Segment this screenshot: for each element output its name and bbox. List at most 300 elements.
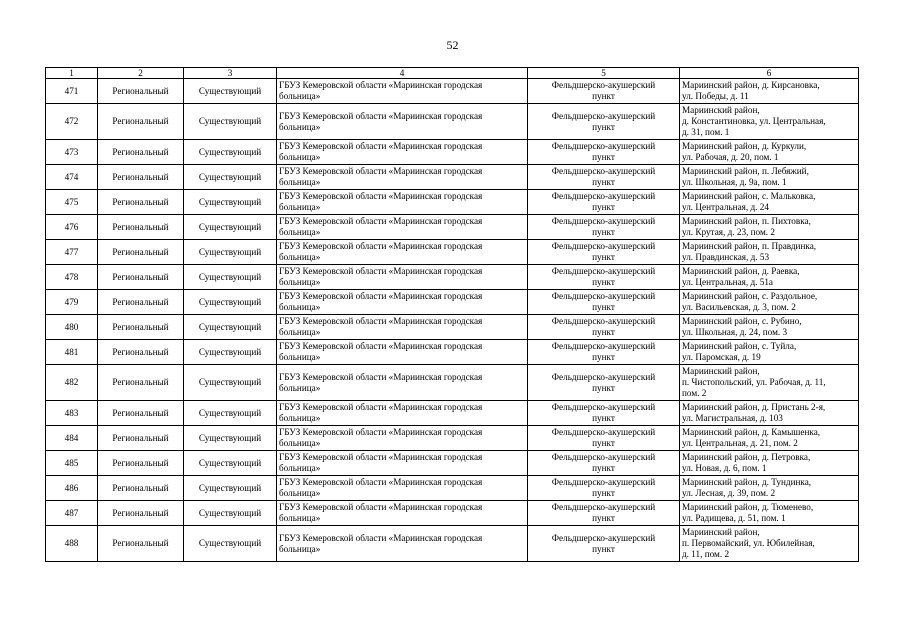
row-number-line: 484 (64, 432, 79, 443)
address-cell-line: Мариинский район, д. Кирсановка, (682, 80, 820, 90)
level-cell (98, 401, 184, 426)
level-cell-line: Региональный (112, 146, 169, 157)
address-cell-line: Мариинский район, п. Правдинка, (682, 241, 817, 251)
facility-type-cell-line: пункт (592, 438, 615, 448)
address-cell-line: Мариинский район, п. Лебяжий, (682, 166, 809, 176)
status-cell-line: Существующий (198, 407, 262, 418)
organization-cell-line: ГБУЗ Кемеровской области «Мариинская городская (279, 532, 483, 543)
level-cell (98, 165, 184, 190)
column-header: 2 (98, 68, 184, 79)
address-cell (680, 501, 859, 526)
address-cell-line: ул. Васильевская, д. 3, пом. 2 (682, 302, 796, 312)
address-cell-line: д. 11, пом. 2 (682, 549, 730, 559)
level-cell (98, 215, 184, 240)
status-cell (184, 290, 277, 315)
column-header: 6 (680, 68, 859, 79)
facility-type-cell (528, 190, 680, 215)
level-cell (98, 340, 184, 365)
organization-cell-line: ГБУЗ Кемеровской области «Мариинская городская (279, 291, 483, 301)
facility-type-cell (528, 290, 680, 315)
status-cell (184, 104, 277, 140)
organization-cell-line: больница» (279, 302, 321, 312)
column-header: 3 (184, 68, 277, 79)
status-cell-line: Существующий (198, 221, 262, 232)
level-cell-line: Региональный (112, 457, 169, 468)
status-cell-line: Существующий (198, 85, 262, 96)
column-header: 4 (277, 68, 528, 79)
facility-type-cell (528, 165, 680, 190)
organization-cell-line: больница» (279, 463, 321, 473)
status-cell-line: Существующий (198, 116, 262, 126)
table-row (46, 79, 859, 104)
organization-cell (277, 426, 528, 451)
status-cell-line: Существующий (198, 246, 262, 257)
level-cell-line: Региональный (112, 85, 169, 96)
organization-cell-line: ГБУЗ Кемеровской области «Мариинская городская (279, 427, 483, 437)
facility-type-cell (528, 340, 680, 365)
organization-cell-line: ГБУЗ Кемеровской области «Мариинская городская (279, 502, 483, 512)
facility-type-cell-line: Фельдшерско-акушерский (551, 402, 656, 412)
organization-cell (277, 365, 528, 401)
facility-type-cell-line: Фельдшерско-акушерский (551, 502, 656, 512)
row-number (46, 476, 98, 501)
facility-type-cell-line: пункт (592, 413, 615, 423)
organization-cell (277, 315, 528, 340)
row-number (46, 501, 98, 526)
address-cell-line: Мариинский район, с. Мальковка, (682, 191, 816, 201)
address-cell-line: ул. Рабочая, д. 20, пом. 1 (682, 152, 779, 162)
status-cell-line: Существующий (198, 196, 262, 207)
table-row (46, 240, 859, 265)
organization-cell-line: ГБУЗ Кемеровской области «Мариинская городская (279, 166, 483, 176)
row-number (46, 165, 98, 190)
organization-cell-line: больница» (279, 413, 321, 423)
row-number (46, 104, 98, 140)
table-row (46, 365, 859, 401)
status-cell (184, 365, 277, 401)
status-cell (184, 340, 277, 365)
address-cell-line: д. 31, пом. 1 (682, 127, 730, 137)
status-cell (184, 526, 277, 562)
facility-type-cell-line: Фельдшерско-акушерский (551, 532, 656, 543)
address-cell-line: Мариинский район, д. Раевка, (682, 266, 800, 276)
organization-cell-line: больница» (279, 543, 321, 554)
address-cell-line: ул. Лесная, д. 39, пом. 2 (682, 488, 776, 498)
table-row (46, 340, 859, 365)
level-cell-line: Региональный (112, 246, 169, 257)
facility-type-cell-line: пункт (592, 463, 615, 473)
facility-type-cell-line: пункт (592, 202, 615, 212)
status-cell (184, 79, 277, 104)
level-cell (98, 79, 184, 104)
row-number (46, 240, 98, 265)
address-cell (680, 526, 859, 562)
status-cell (184, 501, 277, 526)
facility-type-cell-line: Фельдшерско-акушерский (551, 110, 656, 121)
facility-type-cell-line: Фельдшерско-акушерский (551, 191, 656, 201)
organization-cell-line: больница» (279, 352, 321, 362)
table-row (46, 265, 859, 290)
row-number-line: 482 (64, 377, 79, 387)
status-cell (184, 426, 277, 451)
address-cell-line: Мариинский район, д. Куркули, (682, 141, 807, 151)
address-cell (680, 315, 859, 340)
organization-cell-line: больница» (279, 152, 321, 162)
row-number (46, 290, 98, 315)
organization-cell-line: ГБУЗ Кемеровской области «Мариинская городская (279, 80, 483, 90)
page-number: 52 (446, 38, 459, 52)
level-cell-line: Региональный (112, 377, 169, 387)
level-cell (98, 104, 184, 140)
address-cell (680, 104, 859, 140)
level-cell-line: Региональный (112, 116, 169, 126)
level-cell-line: Региональный (112, 221, 169, 232)
facility-type-cell-line: Фельдшерско-акушерский (551, 427, 656, 437)
address-cell-line: ул. Победы, д. 11 (682, 91, 749, 101)
level-cell-line: Региональный (112, 171, 169, 182)
address-cell (680, 165, 859, 190)
facility-type-cell-line: Фельдшерско-акушерский (551, 266, 656, 276)
status-cell (184, 165, 277, 190)
facility-type-cell-line: пункт (592, 152, 615, 162)
facility-type-cell-line: Фельдшерско-акушерский (551, 241, 656, 251)
organization-cell-line: ГБУЗ Кемеровской области «Мариинская городская (279, 371, 483, 382)
row-number (46, 365, 98, 401)
organization-cell (277, 104, 528, 140)
table-row (46, 451, 859, 476)
row-number-line: 479 (64, 296, 79, 307)
organization-cell-line: ГБУЗ Кемеровской области «Мариинская городская (279, 316, 483, 326)
facility-type-cell (528, 501, 680, 526)
address-cell-line: ул. Паромская, д. 19 (682, 352, 761, 362)
facility-type-cell-line: пункт (592, 277, 615, 287)
facility-type-cell (528, 79, 680, 104)
address-cell-line: Мариинский район, д. Пристань 2-я, (682, 402, 826, 412)
address-cell-line: п. Первомайский, ул. Юбилейная, (682, 538, 815, 548)
organization-cell-line: больница» (279, 513, 321, 523)
level-cell-line: Региональный (112, 346, 169, 357)
address-cell-line: Мариинский район, (682, 366, 760, 376)
facility-type-cell (528, 315, 680, 340)
address-cell-line: ул. Школьная, д. 24, пом. 3 (682, 327, 788, 337)
organization-cell (277, 240, 528, 265)
status-cell-line: Существующий (198, 482, 262, 493)
facility-type-cell (528, 240, 680, 265)
level-cell (98, 476, 184, 501)
level-cell-line: Региональный (112, 432, 169, 443)
address-cell-line: ул. Магистральная, д. 103 (682, 413, 783, 423)
row-number-line: 478 (64, 271, 79, 282)
level-cell (98, 501, 184, 526)
status-cell-line: Существующий (198, 171, 262, 182)
status-cell (184, 476, 277, 501)
organization-cell (277, 165, 528, 190)
facility-type-cell-line: пункт (592, 327, 615, 337)
facility-type-cell-line: пункт (592, 91, 615, 101)
facility-type-cell-line: Фельдшерско-акушерский (551, 477, 656, 487)
row-number-line: 476 (64, 221, 79, 232)
address-cell-line: д. Константиновка, ул. Центральная, (682, 116, 826, 126)
table-row (46, 190, 859, 215)
row-number (46, 426, 98, 451)
facility-type-cell-line: Фельдшерско-акушерский (551, 316, 656, 326)
row-number (46, 401, 98, 426)
row-number (46, 79, 98, 104)
status-cell-line: Существующий (198, 432, 262, 443)
facility-type-cell-line: пункт (592, 513, 615, 523)
status-cell (184, 215, 277, 240)
address-cell-line: Мариинский район, с. Раздольное, (682, 291, 818, 301)
level-cell-line: Региональный (112, 538, 169, 548)
level-cell-line: Региональный (112, 296, 169, 307)
status-cell (184, 401, 277, 426)
facility-type-cell (528, 426, 680, 451)
level-cell-line: Региональный (112, 407, 169, 418)
table-row (46, 401, 859, 426)
organization-cell-line: больница» (279, 91, 321, 101)
address-cell-line: п. Чистопольский, ул. Рабочая, д. 11, (682, 377, 826, 387)
facility-type-cell-line: Фельдшерско-акушерский (551, 291, 656, 301)
table-row (46, 501, 859, 526)
level-cell-line: Региональный (112, 482, 169, 493)
organization-cell (277, 451, 528, 476)
organization-cell (277, 340, 528, 365)
status-cell (184, 265, 277, 290)
row-number (46, 526, 98, 562)
organization-cell (277, 140, 528, 165)
table-row (46, 215, 859, 240)
row-number (46, 451, 98, 476)
level-cell (98, 451, 184, 476)
facility-type-cell-line: пункт (592, 252, 615, 262)
address-cell-line: Мариинский район, д. Тюменево, (682, 502, 814, 512)
address-cell-line: Мариинский район, д. Камышенка, (682, 427, 821, 437)
facility-type-cell-line: Фельдшерско-акушерский (551, 80, 656, 90)
organization-cell-line: больница» (279, 121, 321, 132)
organization-cell-line: больница» (279, 252, 321, 262)
organization-cell-line: ГБУЗ Кемеровской области «Мариинская городская (279, 110, 483, 121)
organization-cell-line: ГБУЗ Кемеровской области «Мариинская городская (279, 477, 483, 487)
address-cell-line: ул. Центральная, д. 51а (682, 277, 773, 287)
facility-type-cell (528, 476, 680, 501)
row-number-line: 481 (64, 346, 79, 357)
facility-type-cell (528, 526, 680, 562)
facility-type-cell-line: пункт (592, 227, 615, 237)
organization-cell (277, 501, 528, 526)
table-row (46, 315, 859, 340)
address-cell (680, 426, 859, 451)
facility-type-cell-line: Фельдшерско-акушерский (551, 216, 656, 226)
address-cell (680, 140, 859, 165)
address-cell (680, 340, 859, 365)
organization-cell (277, 290, 528, 315)
facility-type-cell-line: Фельдшерско-акушерский (551, 452, 656, 462)
row-number-line: 474 (64, 171, 79, 182)
status-cell (184, 315, 277, 340)
level-cell (98, 265, 184, 290)
level-cell (98, 290, 184, 315)
address-cell (680, 476, 859, 501)
address-cell-line: Мариинский район, (682, 527, 760, 537)
table-row (46, 526, 859, 562)
address-cell-line: Мариинский район, (682, 105, 760, 115)
facility-type-cell-line: Фельдшерско-акушерский (551, 341, 656, 351)
row-number-line: 473 (64, 146, 79, 157)
status-cell (184, 190, 277, 215)
address-cell-line: ул. Центральная, д. 21, пом. 2 (682, 438, 798, 448)
facility-type-cell (528, 104, 680, 140)
organization-cell-line: ГБУЗ Кемеровской области «Мариинская городская (279, 141, 483, 151)
organization-cell-line: ГБУЗ Кемеровской области «Мариинская городская (279, 191, 483, 201)
address-cell-line: Мариинский район, д. Петровка, (682, 452, 811, 462)
status-cell-line: Существующий (198, 377, 262, 387)
column-header: 5 (528, 68, 680, 79)
facility-type-cell-line: пункт (592, 352, 615, 362)
facility-type-cell-line: пункт (592, 177, 615, 187)
address-cell-line: ул. Центральная, д. 24 (682, 202, 769, 212)
address-cell-line: ул. Школьная, д. 9а, пом. 1 (682, 177, 787, 187)
row-number (46, 315, 98, 340)
level-cell-line: Региональный (112, 321, 169, 332)
address-cell-line: ул. Правдинская, д. 53 (682, 252, 770, 262)
facility-type-cell (528, 140, 680, 165)
row-number-line: 472 (64, 116, 79, 126)
level-cell-line: Региональный (112, 271, 169, 282)
facility-type-cell-line: Фельдшерско-акушерский (551, 141, 656, 151)
status-cell (184, 240, 277, 265)
row-number-line: 471 (64, 85, 79, 96)
organization-cell (277, 265, 528, 290)
organization-cell-line: больница» (279, 227, 321, 237)
row-number-line: 483 (64, 407, 79, 418)
address-cell (680, 240, 859, 265)
facility-type-cell (528, 215, 680, 240)
organization-cell-line: ГБУЗ Кемеровской области «Мариинская городская (279, 402, 483, 412)
row-number-line: 488 (64, 538, 79, 548)
level-cell-line: Региональный (112, 196, 169, 207)
column-header: 1 (46, 68, 98, 79)
address-cell (680, 79, 859, 104)
organization-cell-line: ГБУЗ Кемеровской области «Мариинская городская (279, 452, 483, 462)
facility-type-cell (528, 401, 680, 426)
table-body (46, 79, 859, 562)
organization-cell-line: ГБУЗ Кемеровской области «Мариинская городская (279, 241, 483, 251)
address-cell-line: Мариинский район, с. Туйла, (682, 341, 797, 351)
organization-cell (277, 476, 528, 501)
row-number (46, 190, 98, 215)
address-cell (680, 401, 859, 426)
table-row (46, 476, 859, 501)
address-cell (680, 265, 859, 290)
facility-type-cell-line: Фельдшерско-акушерский (551, 371, 656, 382)
facility-type-cell (528, 365, 680, 401)
organization-cell-line: больница» (279, 438, 321, 448)
status-cell-line: Существующий (198, 296, 262, 307)
row-number-line: 487 (64, 507, 79, 518)
facility-type-cell-line: Фельдшерско-акушерский (551, 166, 656, 176)
registry-table (45, 67, 859, 562)
status-cell-line: Существующий (198, 538, 262, 548)
address-cell-line: пом. 2 (682, 388, 707, 398)
address-cell-line: ул. Радищева, д. 51, пом. 1 (682, 513, 786, 523)
table-row (46, 290, 859, 315)
status-cell-line: Существующий (198, 457, 262, 468)
row-number-line: 486 (64, 482, 79, 493)
row-number-line: 477 (64, 246, 79, 257)
address-cell (680, 290, 859, 315)
organization-cell-line: больница» (279, 202, 321, 212)
table-row (46, 426, 859, 451)
status-cell-line: Существующий (198, 346, 262, 357)
address-cell (680, 215, 859, 240)
level-cell-line: Региональный (112, 507, 169, 518)
address-cell-line: Мариинский район, п. Пихтовка, (682, 216, 811, 226)
row-number (46, 140, 98, 165)
organization-cell-line: больница» (279, 488, 321, 498)
facility-type-cell-line: пункт (592, 382, 615, 393)
facility-type-cell-line: пункт (592, 121, 615, 132)
organization-cell-line: ГБУЗ Кемеровской области «Мариинская городская (279, 266, 483, 276)
level-cell (98, 426, 184, 451)
status-cell-line: Существующий (198, 146, 262, 157)
level-cell (98, 365, 184, 401)
organization-cell-line: ГБУЗ Кемеровской области «Мариинская городская (279, 341, 483, 351)
level-cell (98, 140, 184, 165)
table-row (46, 104, 859, 140)
facility-type-cell-line: пункт (592, 543, 615, 554)
address-cell-line: Мариинский район, д. Тундинка, (682, 477, 812, 487)
row-number (46, 215, 98, 240)
organization-cell (277, 215, 528, 240)
organization-cell (277, 401, 528, 426)
organization-cell-line: больница» (279, 327, 321, 337)
organization-cell (277, 526, 528, 562)
organization-cell (277, 79, 528, 104)
organization-cell-line: больница» (279, 177, 321, 187)
row-number-line: 475 (64, 196, 79, 207)
level-cell (98, 526, 184, 562)
row-number (46, 265, 98, 290)
address-cell (680, 365, 859, 401)
table-row (46, 140, 859, 165)
status-cell (184, 140, 277, 165)
status-cell-line: Существующий (198, 321, 262, 332)
row-number-line: 485 (64, 457, 79, 468)
level-cell (98, 315, 184, 340)
organization-cell-line: ГБУЗ Кемеровской области «Мариинская городская (279, 216, 483, 226)
address-cell-line: ул. Крутая, д. 23, пом. 2 (682, 227, 775, 237)
status-cell-line: Существующий (198, 271, 262, 282)
address-cell-line: ул. Новая, д. 6, пом. 1 (682, 463, 767, 473)
facility-type-cell (528, 451, 680, 476)
facility-type-cell (528, 265, 680, 290)
column-number-row (46, 68, 859, 79)
table-row (46, 165, 859, 190)
address-cell-line: Мариинский район, с. Рубино, (682, 316, 802, 326)
status-cell (184, 451, 277, 476)
facility-type-cell-line: пункт (592, 488, 615, 498)
row-number (46, 340, 98, 365)
organization-cell-line: больница» (279, 382, 321, 393)
level-cell (98, 240, 184, 265)
status-cell-line: Существующий (198, 507, 262, 518)
level-cell (98, 190, 184, 215)
address-cell (680, 451, 859, 476)
organization-cell-line: больница» (279, 277, 321, 287)
row-number-line: 480 (64, 321, 79, 332)
facility-type-cell-line: пункт (592, 302, 615, 312)
organization-cell (277, 190, 528, 215)
